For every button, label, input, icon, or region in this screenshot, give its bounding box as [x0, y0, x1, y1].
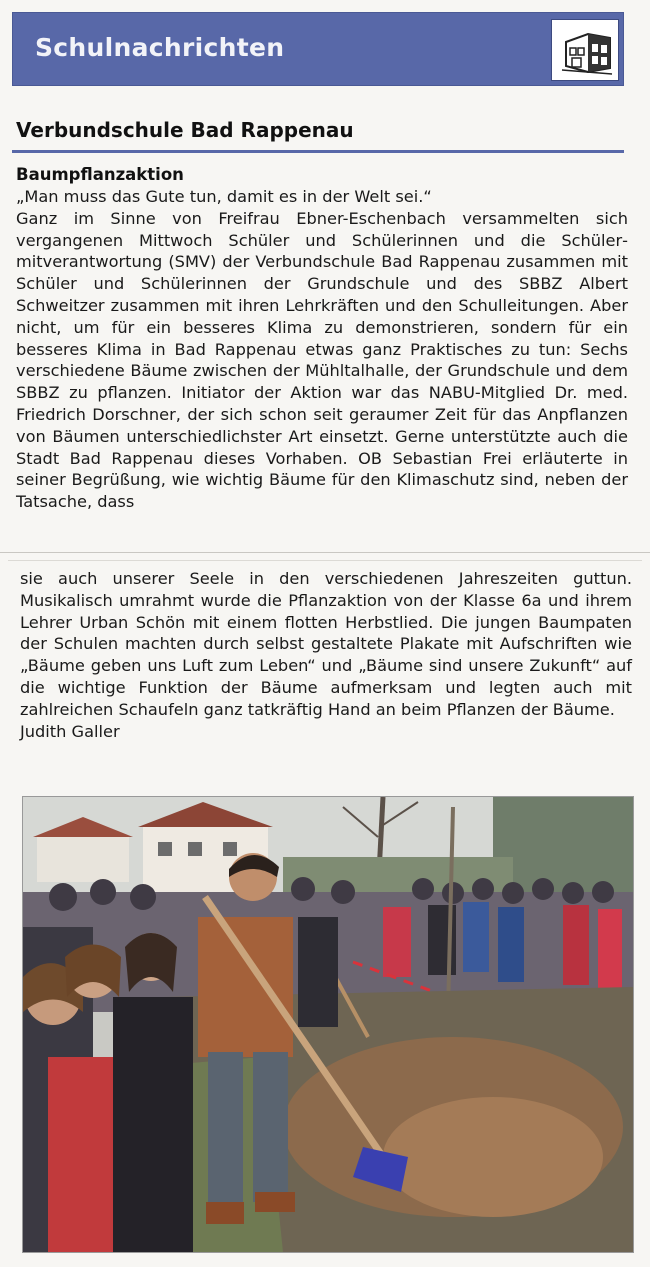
article-photo — [22, 796, 634, 1253]
article-paragraph-1: Ganz im Sinne von Freifrau Ebner-Eschenbach versammelten sich vergangenen Mittwoch Schüler und Schülerinnen und die Schülermitverantwortung (SMV) der Verbundschule Bad Rappenau zusammen mit Schüler und Schülerinnen der Grundschule und des SBBZ Albert Schweitzer zusammen mit ihren Lehrkräften und den Schulleitungen. Aber nicht, um für ein besseres Klima zu demonstrieren, sondern für ein besseres Klima in Bad Rappenau etwas ganz Praktisches zu tun: Sechs verschiedene Bäume zwischen der Mühltalhalle, der Grundschule und dem SBBZ zu pflanzen. Initiator der Aktion war das NABU-Mitglied Dr. med. Friedrich Dorschner, der sich schon seit geraumer Zeit für das Anpflanzen von Bäumen unterschiedlichster Art einsetzt. Gerne unterstützte auch die Stadt Bad Rappenau dieses Vorhaben. OB Sebastian Frei erläuterte in seiner Begrüßung, wie wichtig Bäume für den Klimaschutz sind, neben der Tatsache, dass — [16, 208, 628, 512]
article-author: Judith Galler — [20, 721, 120, 741]
school-building-icon — [551, 19, 619, 81]
clipping-edge — [0, 552, 650, 553]
headline-rule — [12, 150, 624, 153]
article-quote: „Man muss das Gute tun, damit es in der Welt sei.“ — [16, 187, 432, 206]
article-text-part1 — [16, 186, 628, 513]
article-headline: Verbundschule Bad Rappenau — [16, 118, 354, 142]
clipping-edge-secondary — [8, 560, 642, 561]
article-subhead: Baumpflanzaktion — [16, 165, 184, 184]
section-title: Schulnachrichten — [35, 33, 285, 62]
section-banner — [12, 12, 624, 86]
tree-planting-photo — [23, 797, 633, 1252]
article-text-part2 — [20, 568, 632, 742]
article-paragraph-2: sie auch unserer Seele in den verschiedenen Jahreszeiten guttun. Musikalisch umrahmt wurde die Pflanzaktion von der Klasse 6a und ihrem Lehrer Urban Schön mit einem flotten Herbstlied. Die jungen Baumpaten der Schulen machten durch selbst gestaltete Plakate mit Aufschriften wie „Bäume geben uns Luft zum Leben“ und „Bäume sind unsere Zukunft“ auf die wichtige Funktion der Bäume aufmerksam und legten auch mit zahlreichen Schaufeln ganz tatkräftig Hand an beim Pflanzen der Bäume. — [20, 569, 632, 719]
